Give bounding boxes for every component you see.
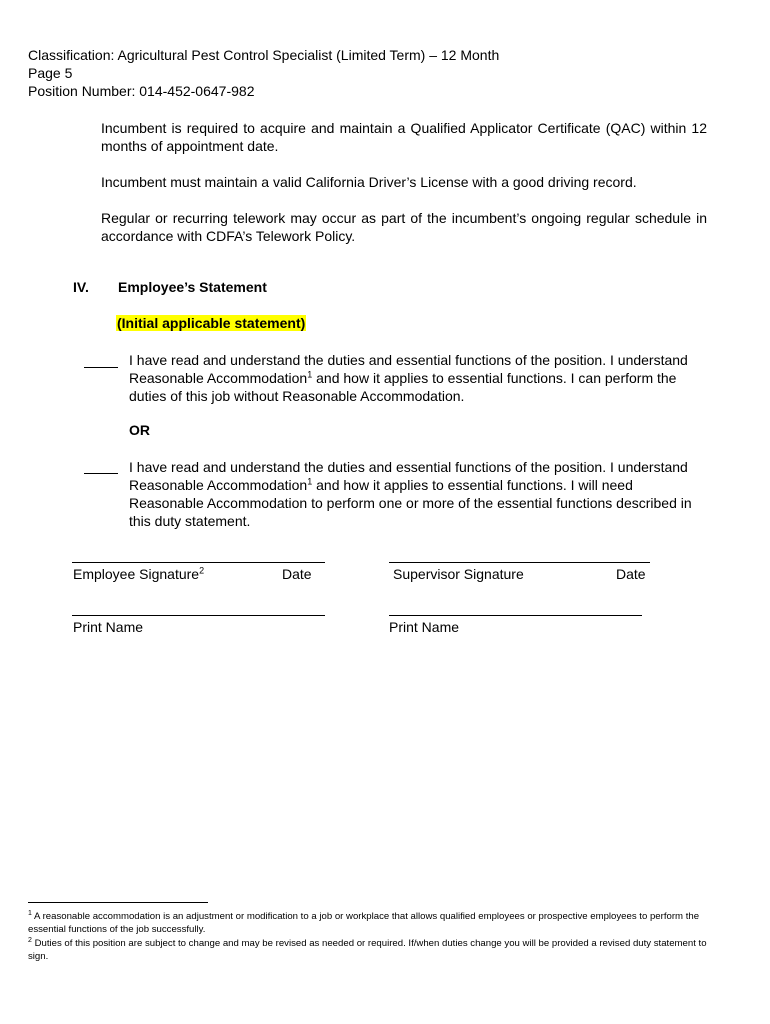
footnote-1 [28,910,728,936]
telework-statement: Regular or recurring telework may occur as part of the incumbent’s ongoing regular schedule in accordance with CDFA’s Telework Policy. [101,210,707,244]
supervisor-date-label: Date [616,566,646,582]
statement2-text-b: and how it applies to essential functions. I will need Reasonable Accommodation to perform one or more of the essential functions described in this duty statement. [129,477,692,529]
classification-line: Classification: Agricultural Pest Control Specialist (Limited Term) – 12 Month [28,47,500,63]
or-label: OR [129,422,150,438]
employee-date-label: Date [282,566,312,582]
employee-print-name-label: Print Name [73,619,144,635]
footnote-ref: 2 [199,565,205,576]
section-title: Employee’s Statement [118,279,267,295]
employee-print-name-line[interactable] [72,615,325,616]
statement-without-accommodation [129,351,704,405]
statement-with-accommodation [129,458,704,530]
footnote-number: 1 [28,909,32,917]
footnote-ref: 1 [307,369,313,380]
initial-blank-2[interactable] [84,473,118,474]
supervisor-print-name-line[interactable] [389,615,642,616]
supervisor-signature-line[interactable] [389,562,650,563]
footnote-text: A reasonable accommodation is an adjustment or modification to a job or workplace that allows qualified employees or prospective employees to perform the essential functions of the job successfully. [28,911,700,935]
supervisor-print-name-label: Print Name [389,619,460,635]
statement1-text-a: I have read and understand the duties and essential functions of the position. I understand Reasonable Accommodation [129,352,688,386]
footnote-text: Duties of this position are subject to change and may be revised as needed or required. If/when duties change you will be provided a revised duty statement to sign. [28,938,707,962]
employee-signature-line[interactable] [72,562,325,563]
footnote-separator [28,902,208,903]
statement2-text-a: I have read and understand the duties and essential functions of the position. I understand Reasonable Accommodation [129,459,688,493]
employee-signature-text: Employee Signature [73,566,200,582]
footnote-2 [28,937,728,963]
position-number: Position Number: 014-452-0647-982 [28,83,255,99]
page-header [28,46,499,100]
supervisor-signature-label: Supervisor Signature [393,566,524,582]
section-number: IV. [73,279,89,295]
drivers-license-requirement: Incumbent must maintain a valid California Driver’s License with a good driving record. [101,174,637,190]
qac-requirement: Incumbent is required to acquire and maintain a Qualified Applicator Certificate (QAC) within 12 months of appointment date. [101,120,707,154]
footnote-ref: 1 [307,476,313,487]
footnote-number: 2 [28,936,32,944]
initial-blank-1[interactable] [84,367,118,368]
instruction-highlight: (Initial applicable statement) [117,315,306,331]
page-number: Page 5 [28,65,73,81]
employee-signature-label [73,566,204,582]
statement1-text-b: and how it applies to essential functions. I can perform the duties of this job without Reasonable Accommodation. [129,370,677,404]
